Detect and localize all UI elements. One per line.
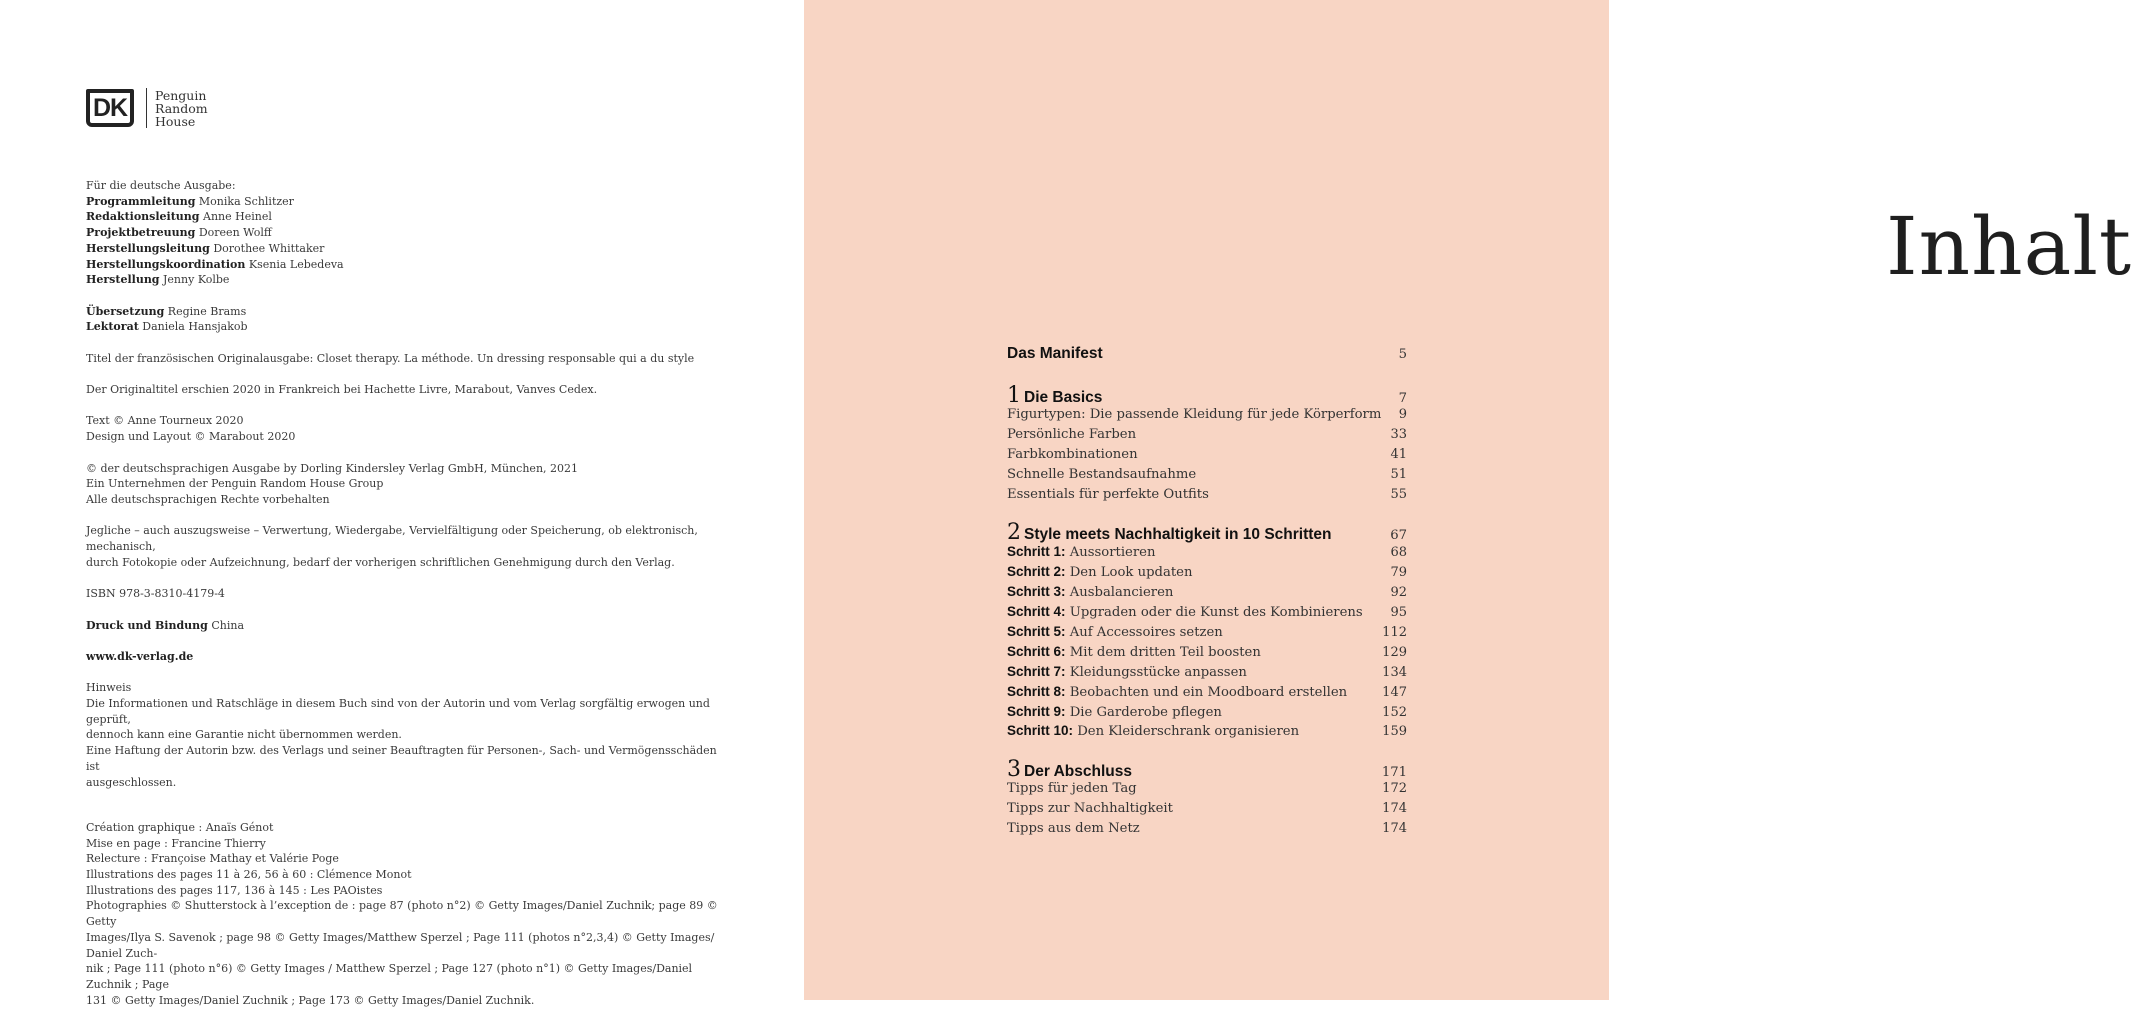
toc-step-entry[interactable]: Schritt 8: Beobachten und ein Moodboard erstellen 147 [1007, 683, 1407, 700]
toc-manifest[interactable]: Das Manifest 5 [1007, 345, 1407, 362]
website: www.dk-verlag.de [86, 649, 194, 663]
penguin-random-house-wordmark [155, 89, 208, 128]
toc-entry[interactable]: Figurtypen: Die passende Kleidung für jede Körperform 9 [1007, 407, 1407, 422]
disclaimer: Hinweis Die Informationen und Ratschläge in diesem Buch sind von der Autorin und vom Verlag sorgfältig erwogen und geprüft, dennoch kann eine Garantie nicht übernommen werden. Eine Haftung der Autorin bzw. des Verlags und seiner Beauftragten für Personen-, Sach- und Vermögensschäden ist ausgeschlossen. [86, 681, 717, 789]
copyright-original: Text © Anne Tourneux 2020 Design und Layout © Marabout 2020 [86, 414, 296, 444]
toc-entry[interactable]: Tipps aus dem Netz 174 [1007, 821, 1407, 837]
toc-step-entry[interactable]: Schritt 4: Upgraden oder die Kunst des Kombinierens 95 [1007, 604, 1407, 621]
rights-notice: Jegliche – auch auszugsweise – Verwertung, Wiedergabe, Vervielfältigung oder Speicherung, ob elektronisch, mechanisch, durch Fotokopie oder Aufzeichnung, bedarf der vorherigen schriftlichen Genehmigung durch den Verlag. [86, 524, 698, 569]
toc-step-entry[interactable]: Schritt 1: Aussortieren 68 [1007, 544, 1407, 561]
credit-line: Herstellung Jenny Kolbe [86, 273, 230, 287]
translation-credits [86, 304, 726, 335]
imprint-page [0, 0, 804, 1007]
credit-line: Übersetzung Regine Brams [86, 304, 247, 318]
toc-step-entry[interactable]: Schritt 9: Die Garderobe pflegen 152 [1007, 703, 1407, 720]
toc-step-entry[interactable]: Schritt 7: Kleidungsstücke anpassen 134 [1007, 663, 1407, 680]
table-of-contents [1007, 345, 1407, 841]
credit-line: Herstellungskoordination Ksenia Lebedeva [86, 257, 344, 271]
logo-line: Random [155, 100, 208, 116]
toc-entry[interactable]: Persönliche Farben 33 [1007, 426, 1407, 442]
toc-step-entry[interactable]: Schritt 10: Den Kleiderschrank organisieren 159 [1007, 723, 1407, 740]
toc-entry[interactable]: Tipps zur Nachhaltigkeit 174 [1007, 801, 1407, 817]
credit-line: Lektorat Daniela Hansjakob [86, 320, 248, 334]
toc-step-entry[interactable]: Schritt 5: Auf Accessoires setzen 112 [1007, 624, 1407, 641]
credit-line: Redaktionsleitung Anne Heinel [86, 210, 272, 224]
original-publication: Der Originaltitel erschien 2020 in Frankreich bei Hachette Livre, Marabout, Vanves Cedex. [86, 383, 598, 397]
credit-line: Herstellungsleitung Dorothee Whittaker [86, 241, 325, 255]
toc-entry[interactable]: Farbkombinationen 41 [1007, 446, 1407, 462]
logo-divider [146, 88, 147, 128]
original-title: Titel der französischen Originalausgabe: Closet therapy. La méthode. Un dressing responsable qui a du style [86, 351, 695, 365]
isbn: ISBN 978-3-8310-4179-4 [86, 587, 225, 601]
dk-logo-mark: DK [86, 89, 134, 127]
toc-entry[interactable]: Schnelle Bestandsaufnahme 51 [1007, 466, 1407, 482]
copyright-german: © der deutschsprachigen Ausgabe by Dorling Kindersley Verlag GmbH, München, 2021 Ein Unternehmen der Penguin Random House Group Alle deutschsprachigen Rechte vorbehalten [86, 461, 579, 506]
toc-section-heading[interactable]: 3 Der Abschluss 171 [1007, 757, 1407, 783]
toc-entry[interactable]: Tipps für jeden Tag 172 [1007, 781, 1407, 797]
toc-step-entry[interactable]: Schritt 6: Mit dem dritten Teil boosten 129 [1007, 643, 1407, 660]
edition-credits [86, 178, 726, 288]
logo-line: Penguin [155, 87, 207, 103]
credit-line: Programmleitung Monika Schlitzer [86, 194, 294, 208]
publisher-logo [86, 88, 208, 128]
french-credits: Création graphique : Anaïs Génot Mise en page : Francine Thierry Relecture : Françoise Mathay et Valérie Poge Illustrations des pages 11 à 26, 56 à 60 : Clémence Monot Illustrations des pages 117, 136 à 145 : Les PAOistes Photographies © Shutterstock à l’exception de : page 87 (photo n°2) © Getty Images/Daniel Zuchnik; page 89 © Getty Images/Ilya S. Savenok ; page 98 © Getty Images/Matthew Sperzel ; Page 111 (photos n°2,3,4) © Getty Images/ Daniel Zuch- nik ; Page 111 (photo n°6) © Getty Images / Matthew Sperzel ; Page 127 (photo n°1) © Getty Images/Daniel Zuchnik ; Page 131 © Getty Images/Daniel Zuchnik ; Page 173 © Getty Images/Daniel Zuchnik. [86, 820, 718, 1007]
print-info: Druck und Bindung China [86, 618, 245, 632]
toc-entry[interactable]: Essentials für perfekte Outfits 55 [1007, 486, 1407, 502]
credit-line: Projektbetreuung Doreen Wolff [86, 226, 272, 240]
logo-line: House [155, 113, 196, 129]
edition-intro: Für die deutsche Ausgabe: [86, 179, 236, 192]
toc-section-heading[interactable]: 1 Die Basics 7 [1007, 383, 1407, 408]
imprint-text [86, 178, 726, 1024]
toc-step-entry[interactable]: Schritt 2: Den Look updaten 79 [1007, 564, 1407, 581]
toc-section-heading[interactable]: 2 Style meets Nachhaltigkeit in 10 Schritten 67 [1007, 520, 1407, 546]
contents-title: Inhalt [1886, 200, 2132, 293]
toc-step-entry[interactable]: Schritt 3: Ausbalancieren 92 [1007, 584, 1407, 601]
